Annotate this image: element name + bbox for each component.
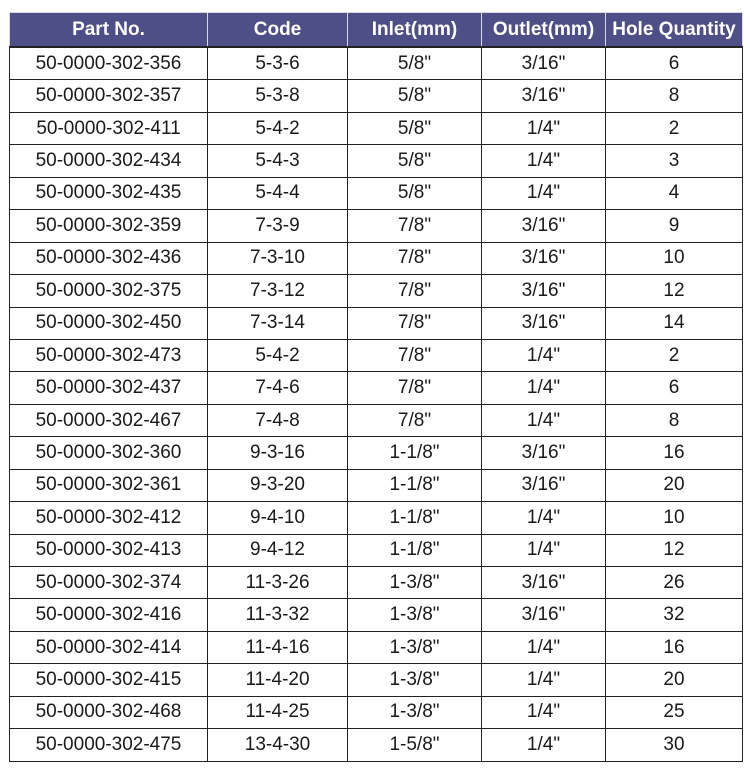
outlet-cell: 3/16" bbox=[482, 469, 606, 501]
code-cell: 7-3-14 bbox=[208, 307, 348, 339]
outlet-cell: 3/16" bbox=[482, 275, 606, 307]
code-cell: 9-3-20 bbox=[208, 469, 348, 501]
part-no-cell: 50-0000-302-413 bbox=[10, 534, 208, 566]
table-row bbox=[10, 696, 743, 728]
outlet-cell: 1/4" bbox=[482, 372, 606, 404]
table-row bbox=[10, 567, 743, 599]
code-cell: 7-3-12 bbox=[208, 275, 348, 307]
outlet-cell: 1/4" bbox=[482, 696, 606, 728]
part-no-cell: 50-0000-302-357 bbox=[10, 80, 208, 112]
hole-quantity-cell: 32 bbox=[606, 599, 743, 631]
part-no-cell: 50-0000-302-375 bbox=[10, 275, 208, 307]
table-row bbox=[10, 339, 743, 371]
code-cell: 13-4-30 bbox=[208, 729, 348, 761]
outlet-cell: 1/4" bbox=[482, 502, 606, 534]
table-row bbox=[10, 664, 743, 696]
inlet-cell: 7/8" bbox=[348, 404, 482, 436]
code-cell: 9-3-16 bbox=[208, 437, 348, 469]
table-row bbox=[10, 210, 743, 242]
inlet-cell: 1-3/8" bbox=[348, 631, 482, 663]
inlet-cell: 5/8" bbox=[348, 80, 482, 112]
part-no-cell: 50-0000-302-473 bbox=[10, 339, 208, 371]
hole-quantity-cell: 6 bbox=[606, 372, 743, 404]
outlet-cell: 1/4" bbox=[482, 404, 606, 436]
table-row bbox=[10, 242, 743, 274]
code-cell: 7-3-10 bbox=[208, 242, 348, 274]
table-row bbox=[10, 307, 743, 339]
table-row bbox=[10, 404, 743, 436]
outlet-cell: 3/16" bbox=[482, 242, 606, 274]
part-no-cell: 50-0000-302-450 bbox=[10, 307, 208, 339]
hole-quantity-cell: 12 bbox=[606, 534, 743, 566]
hole-quantity-cell: 30 bbox=[606, 729, 743, 761]
header-code: Code bbox=[208, 13, 348, 48]
inlet-cell: 7/8" bbox=[348, 339, 482, 371]
hole-quantity-cell: 6 bbox=[606, 47, 743, 80]
code-cell: 5-4-2 bbox=[208, 339, 348, 371]
part-no-cell: 50-0000-302-412 bbox=[10, 502, 208, 534]
outlet-cell: 1/4" bbox=[482, 177, 606, 209]
code-cell: 5-4-3 bbox=[208, 145, 348, 177]
inlet-cell: 1-5/8" bbox=[348, 729, 482, 761]
hole-quantity-cell: 20 bbox=[606, 469, 743, 501]
code-cell: 11-4-25 bbox=[208, 696, 348, 728]
outlet-cell: 3/16" bbox=[482, 210, 606, 242]
inlet-cell: 1-1/8" bbox=[348, 469, 482, 501]
inlet-cell: 1-3/8" bbox=[348, 567, 482, 599]
table-row bbox=[10, 47, 743, 80]
code-cell: 7-4-8 bbox=[208, 404, 348, 436]
table-row bbox=[10, 145, 743, 177]
hole-quantity-cell: 4 bbox=[606, 177, 743, 209]
hole-quantity-cell: 2 bbox=[606, 112, 743, 144]
spec-table bbox=[9, 12, 743, 762]
table-row bbox=[10, 177, 743, 209]
header-hole-quantity: Hole Quantity bbox=[606, 13, 743, 48]
part-no-cell: 50-0000-302-415 bbox=[10, 664, 208, 696]
outlet-cell: 1/4" bbox=[482, 729, 606, 761]
part-no-cell: 50-0000-302-361 bbox=[10, 469, 208, 501]
hole-quantity-cell: 9 bbox=[606, 210, 743, 242]
inlet-cell: 5/8" bbox=[348, 47, 482, 80]
table-row bbox=[10, 729, 743, 761]
table-row bbox=[10, 599, 743, 631]
inlet-cell: 1-3/8" bbox=[348, 696, 482, 728]
hole-quantity-cell: 14 bbox=[606, 307, 743, 339]
spec-table-container bbox=[9, 12, 743, 762]
outlet-cell: 1/4" bbox=[482, 534, 606, 566]
inlet-cell: 1-1/8" bbox=[348, 534, 482, 566]
part-no-cell: 50-0000-302-360 bbox=[10, 437, 208, 469]
code-cell: 5-3-8 bbox=[208, 80, 348, 112]
outlet-cell: 3/16" bbox=[482, 599, 606, 631]
outlet-cell: 3/16" bbox=[482, 567, 606, 599]
table-row bbox=[10, 631, 743, 663]
code-cell: 7-3-9 bbox=[208, 210, 348, 242]
part-no-cell: 50-0000-302-467 bbox=[10, 404, 208, 436]
outlet-cell: 1/4" bbox=[482, 664, 606, 696]
code-cell: 11-3-32 bbox=[208, 599, 348, 631]
hole-quantity-cell: 10 bbox=[606, 502, 743, 534]
hole-quantity-cell: 25 bbox=[606, 696, 743, 728]
part-no-cell: 50-0000-302-475 bbox=[10, 729, 208, 761]
code-cell: 5-3-6 bbox=[208, 47, 348, 80]
outlet-cell: 3/16" bbox=[482, 307, 606, 339]
part-no-cell: 50-0000-302-416 bbox=[10, 599, 208, 631]
outlet-cell: 1/4" bbox=[482, 631, 606, 663]
part-no-cell: 50-0000-302-356 bbox=[10, 47, 208, 80]
table-row bbox=[10, 502, 743, 534]
outlet-cell: 3/16" bbox=[482, 437, 606, 469]
table-row bbox=[10, 437, 743, 469]
table-header bbox=[10, 13, 743, 48]
header-inlet: Inlet(mm) bbox=[348, 13, 482, 48]
part-no-cell: 50-0000-302-359 bbox=[10, 210, 208, 242]
code-cell: 9-4-10 bbox=[208, 502, 348, 534]
code-cell: 9-4-12 bbox=[208, 534, 348, 566]
outlet-cell: 1/4" bbox=[482, 145, 606, 177]
inlet-cell: 5/8" bbox=[348, 145, 482, 177]
code-cell: 11-4-16 bbox=[208, 631, 348, 663]
inlet-cell: 7/8" bbox=[348, 372, 482, 404]
header-part-no: Part No. bbox=[10, 13, 208, 48]
part-no-cell: 50-0000-302-468 bbox=[10, 696, 208, 728]
code-cell: 7-4-6 bbox=[208, 372, 348, 404]
hole-quantity-cell: 8 bbox=[606, 404, 743, 436]
part-no-cell: 50-0000-302-437 bbox=[10, 372, 208, 404]
inlet-cell: 7/8" bbox=[348, 275, 482, 307]
part-no-cell: 50-0000-302-434 bbox=[10, 145, 208, 177]
header-outlet: Outlet(mm) bbox=[482, 13, 606, 48]
inlet-cell: 1-3/8" bbox=[348, 599, 482, 631]
part-no-cell: 50-0000-302-435 bbox=[10, 177, 208, 209]
inlet-cell: 7/8" bbox=[348, 307, 482, 339]
hole-quantity-cell: 2 bbox=[606, 339, 743, 371]
table-row bbox=[10, 469, 743, 501]
hole-quantity-cell: 10 bbox=[606, 242, 743, 274]
header-row bbox=[10, 13, 743, 48]
table-body bbox=[10, 47, 743, 761]
outlet-cell: 1/4" bbox=[482, 112, 606, 144]
table-row bbox=[10, 534, 743, 566]
outlet-cell: 1/4" bbox=[482, 339, 606, 371]
inlet-cell: 1-1/8" bbox=[348, 502, 482, 534]
table-row bbox=[10, 112, 743, 144]
part-no-cell: 50-0000-302-374 bbox=[10, 567, 208, 599]
table-row bbox=[10, 275, 743, 307]
inlet-cell: 5/8" bbox=[348, 177, 482, 209]
table-row bbox=[10, 372, 743, 404]
outlet-cell: 3/16" bbox=[482, 80, 606, 112]
hole-quantity-cell: 8 bbox=[606, 80, 743, 112]
code-cell: 11-4-20 bbox=[208, 664, 348, 696]
part-no-cell: 50-0000-302-436 bbox=[10, 242, 208, 274]
inlet-cell: 7/8" bbox=[348, 210, 482, 242]
part-no-cell: 50-0000-302-414 bbox=[10, 631, 208, 663]
hole-quantity-cell: 16 bbox=[606, 631, 743, 663]
inlet-cell: 7/8" bbox=[348, 242, 482, 274]
hole-quantity-cell: 3 bbox=[606, 145, 743, 177]
hole-quantity-cell: 26 bbox=[606, 567, 743, 599]
inlet-cell: 1-1/8" bbox=[348, 437, 482, 469]
hole-quantity-cell: 20 bbox=[606, 664, 743, 696]
inlet-cell: 5/8" bbox=[348, 112, 482, 144]
table-row bbox=[10, 80, 743, 112]
code-cell: 5-4-4 bbox=[208, 177, 348, 209]
part-no-cell: 50-0000-302-411 bbox=[10, 112, 208, 144]
code-cell: 5-4-2 bbox=[208, 112, 348, 144]
hole-quantity-cell: 16 bbox=[606, 437, 743, 469]
outlet-cell: 3/16" bbox=[482, 47, 606, 80]
hole-quantity-cell: 12 bbox=[606, 275, 743, 307]
code-cell: 11-3-26 bbox=[208, 567, 348, 599]
inlet-cell: 1-3/8" bbox=[348, 664, 482, 696]
